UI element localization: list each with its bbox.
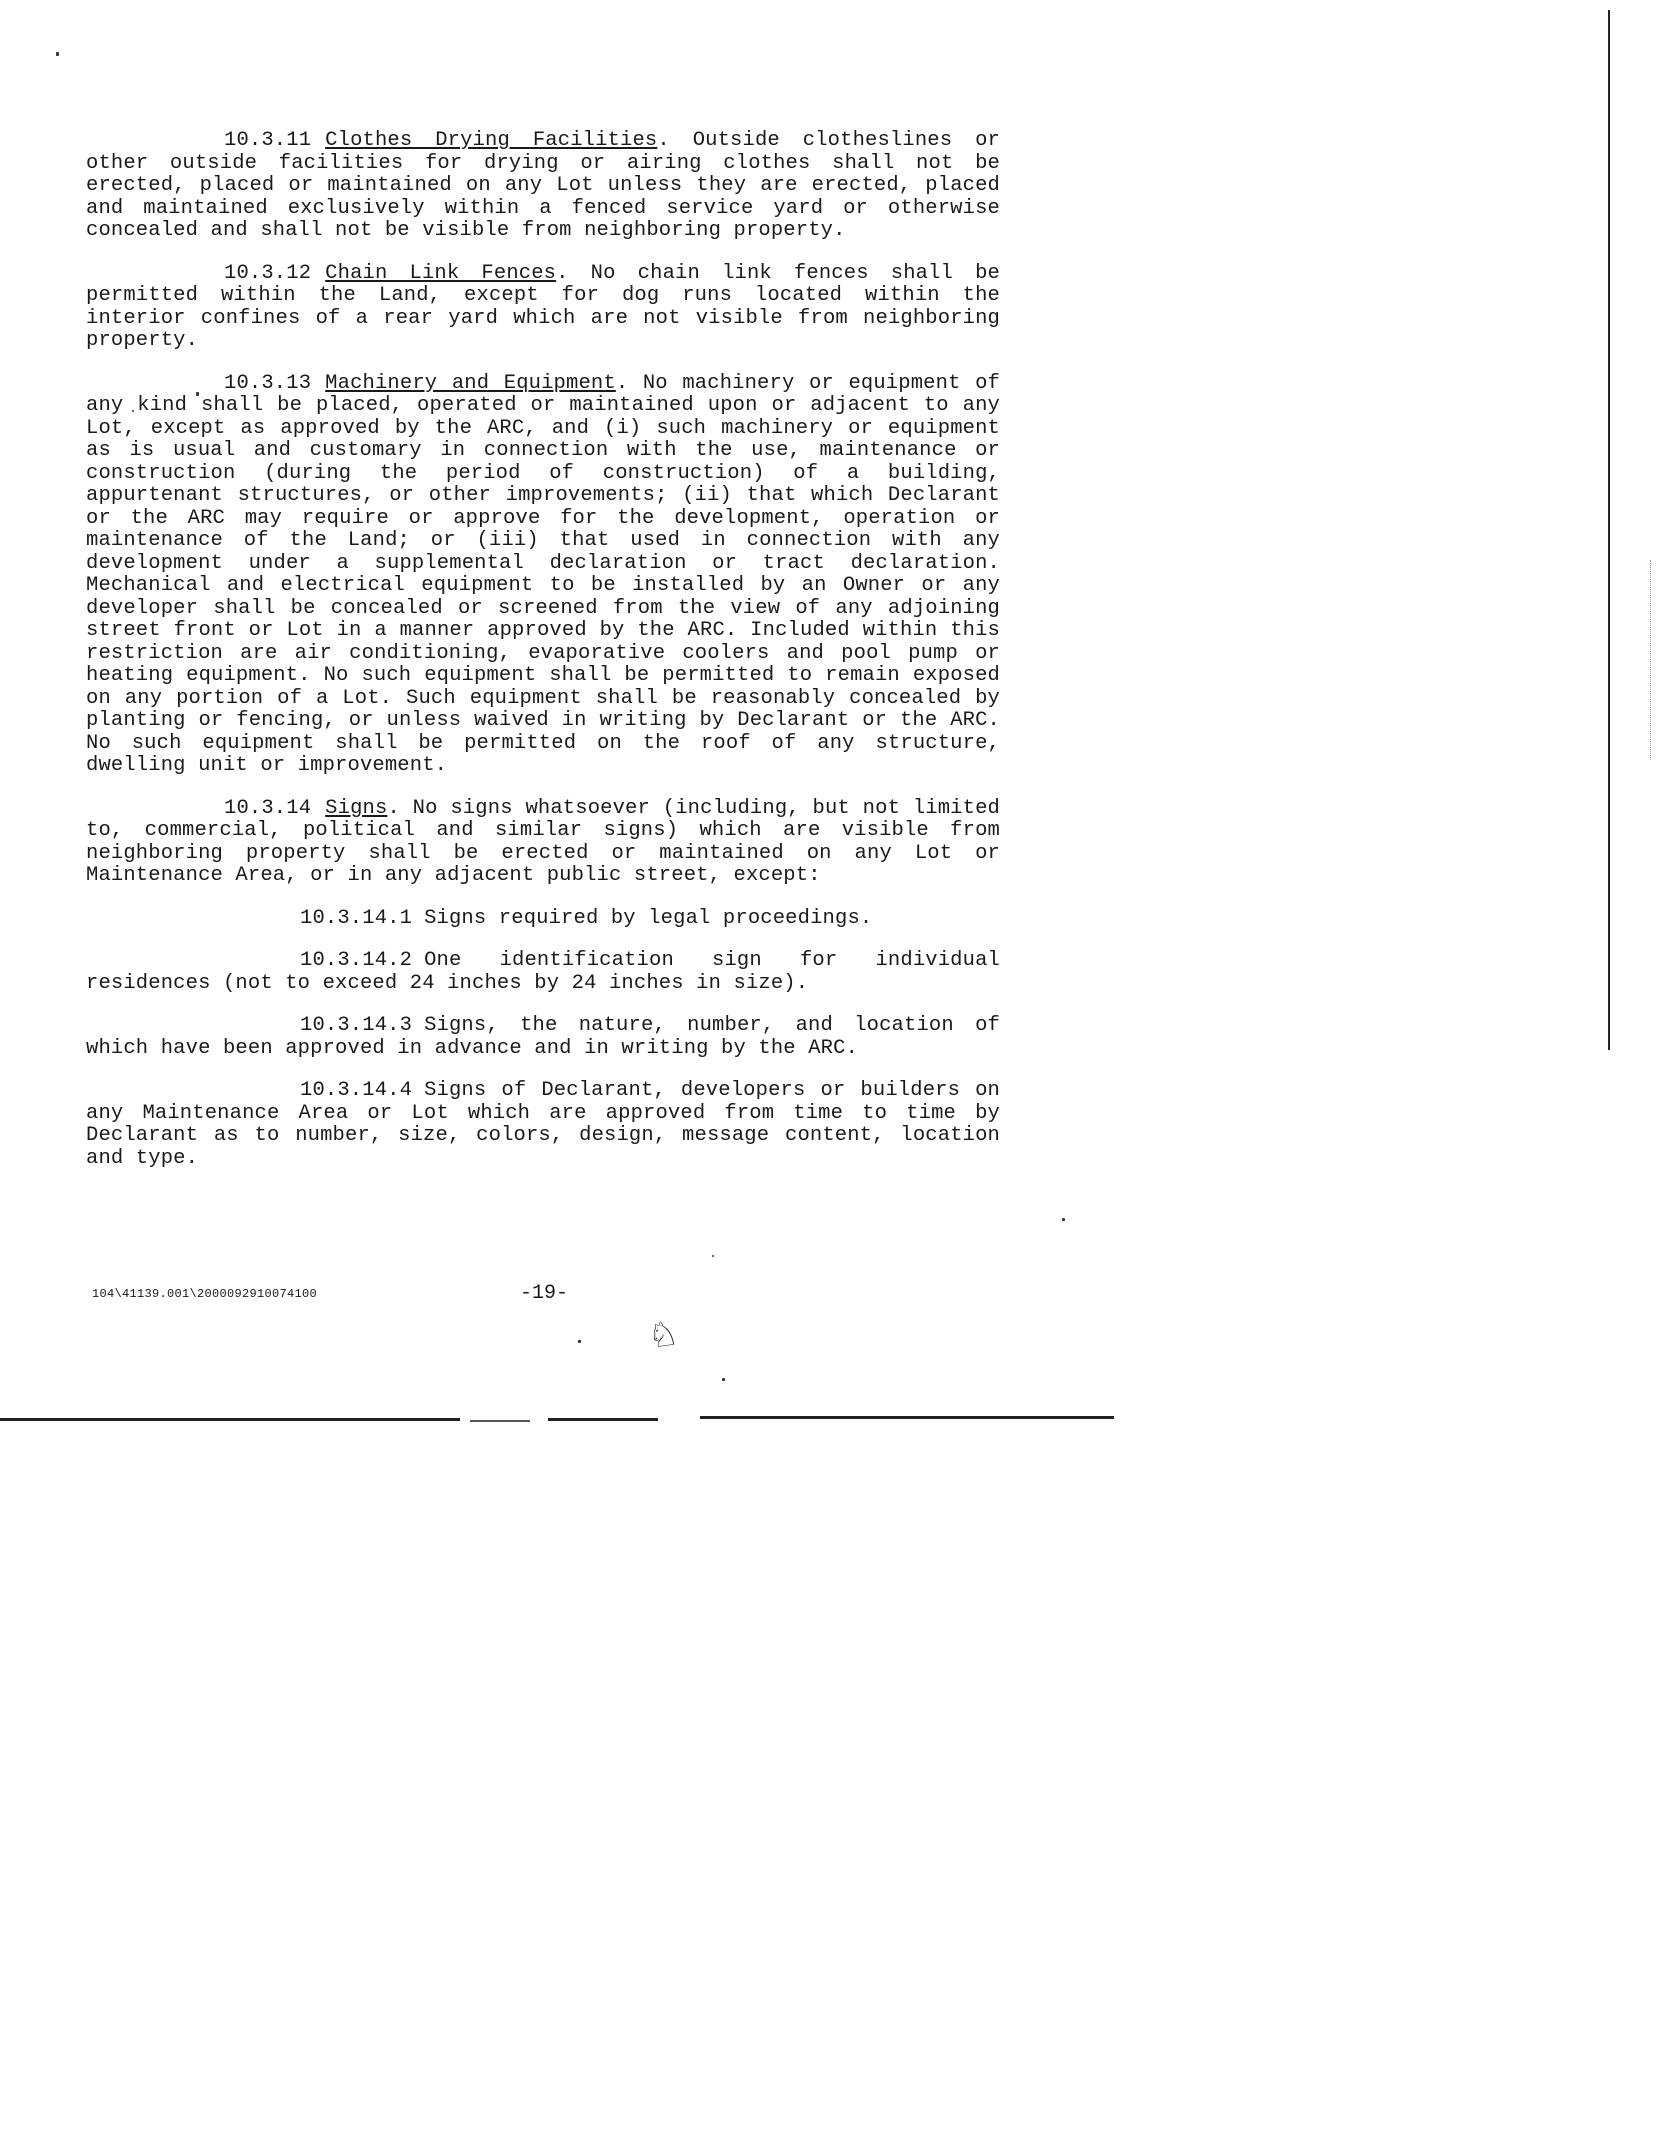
section-heading: Signs	[325, 796, 388, 820]
section-10-3-12	[86, 263, 1000, 353]
subsection-number: 10.3.14.4	[300, 1079, 413, 1102]
section-10-3-11	[86, 130, 1000, 243]
subsection-text: Signs, the nature, number, and location of which have been approved in advance and in writing by the ARC.	[86, 1014, 1000, 1060]
subsection-text: One identification sign for individual residences (not to exceed 24 inches by 24 inches in size).	[86, 949, 1000, 995]
subsection-number: 10.3.14.3	[300, 1014, 413, 1037]
subsection-10-3-14-3	[86, 1015, 1000, 1060]
footer-reference: 104\41139.001\2000092910074100	[92, 1287, 318, 1301]
document-body	[86, 130, 1000, 1190]
scan-stray-mark	[56, 52, 59, 56]
section-number: 10.3.13	[224, 371, 312, 395]
scan-artifact-icon: ♘	[645, 1313, 682, 1357]
section-heading: Clothes Drying Facilities	[325, 129, 658, 152]
page-bottom-rule	[0, 1418, 460, 1421]
subsection-text: Signs of Declarant, developers or builders on any Maintenance Area or Lot which are approved from time to time by Declarant as to number, size, colors, design, message content, location and type.	[86, 1079, 1000, 1170]
subsection-10-3-14-1	[86, 908, 1000, 931]
subsection-text: Signs required by legal proceedings.	[424, 906, 873, 930]
section-text: . No signs whatsoever (including, but not limited to, commercial, political and similar signs) which are visible from neighboring property shall be erected or maintained on any Lot or Maintenance Area, or in any adjacent public street, except:	[86, 796, 1000, 887]
section-text: . Outside clotheslines or other outside facilities for drying or airing clothes shall not be erected, placed or maintained on any Lot unless they are erected, placed and maintained exclusively within a fenced service yard or otherwise concealed and shall not be visible from neighboring property.	[86, 129, 1000, 242]
section-10-3-13	[86, 373, 1000, 778]
scan-stray-mark	[1062, 1218, 1065, 1221]
section-heading: Machinery and Equipment	[325, 371, 616, 395]
section-heading: Chain Link Fences	[325, 261, 557, 285]
subsection-10-3-14-4	[86, 1080, 1000, 1170]
section-text: . No machinery or equipment of any kind shall be placed, operated or maintained upon or adjacent to any Lot, except as approved by the ARC, and (i) such machinery or equipment as is usual and customary in connection with the use, maintenance or construction (during the period of construction) of a building, appurtenant structures, or other improvements; (ii) that which Declarant or the ARC may require or approve for the development, operation or maintenance of the Land; or (iii) that used in connection with any development under a supplemental declaration or tract declaration. Mechanical and electrical equipment to be installed by an Owner or any developer shall be concealed or screened from the view of any adjoining street front or Lot in a manner approved by the ARC. Included within this restriction are air conditioning, evaporative coolers and pool pump or heating equipment. No such equipment shall be permitted to remain exposed on any portion of a Lot. Such equipment shall be reasonably concealed by planting or fencing, or unless waived in writing by Declarant or the ARC. No such equipment shall be permitted on the roof of any structure, dwelling unit or improvement.	[86, 371, 1001, 777]
page-bottom-rule	[470, 1420, 530, 1422]
section-text: . No chain link fences shall be permitted within the Land, except for dog runs located within the interior confines of a rear yard which are not visible from neighboring property.	[86, 261, 1000, 352]
scan-stray-mark	[578, 1340, 581, 1343]
scan-stray-mark	[712, 1255, 714, 1257]
section-number: 10.3.12	[224, 261, 312, 285]
section-number: 10.3.14	[224, 796, 312, 820]
page-number: -19-	[520, 1282, 569, 1305]
scan-speckle	[1650, 560, 1652, 760]
subsection-number: 10.3.14.2	[300, 949, 413, 972]
subsection-10-3-14-2	[86, 950, 1000, 995]
page-bottom-rule	[548, 1418, 658, 1421]
section-number: 10.3.11	[224, 129, 312, 152]
scan-edge-line	[1608, 10, 1610, 1050]
subsection-number: 10.3.14.1	[300, 906, 413, 930]
scan-stray-mark	[722, 1378, 725, 1381]
page-bottom-rule	[700, 1416, 1114, 1419]
section-10-3-14	[86, 798, 1000, 888]
